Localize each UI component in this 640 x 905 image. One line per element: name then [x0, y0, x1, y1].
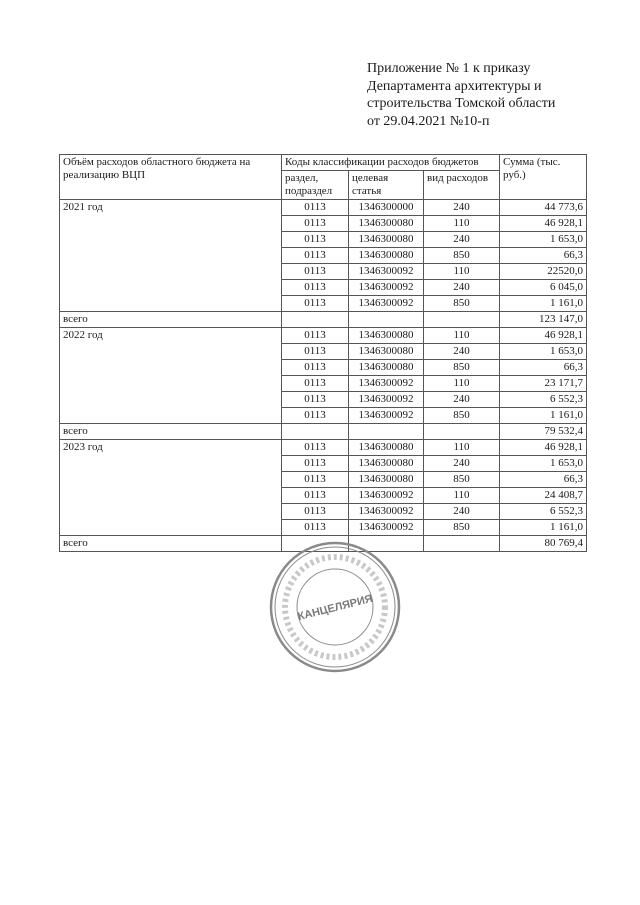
cell-section: 0113 [282, 376, 349, 392]
cell-target: 1346300080 [349, 440, 424, 456]
cell-section: 0113 [282, 392, 349, 408]
cell-sum: 23 171,7 [500, 376, 587, 392]
cell-type: 850 [424, 360, 500, 376]
year-label: 2022 год [60, 328, 282, 424]
cell-sum: 1 653,0 [500, 456, 587, 472]
cell-sum: 66,3 [500, 472, 587, 488]
cell-sum: 22520,0 [500, 264, 587, 280]
cell-target: 1346300092 [349, 280, 424, 296]
cell-sum: 6 552,3 [500, 392, 587, 408]
cell-sum: 6 552,3 [500, 504, 587, 520]
cell-target: 1346300092 [349, 296, 424, 312]
cell-section: 0113 [282, 456, 349, 472]
empty-cell [424, 312, 500, 328]
cell-section: 0113 [282, 408, 349, 424]
cell-sum: 24 408,7 [500, 488, 587, 504]
cell-section: 0113 [282, 504, 349, 520]
total-sum: 123 147,0 [500, 312, 587, 328]
cell-section: 0113 [282, 440, 349, 456]
cell-target: 1346300000 [349, 200, 424, 216]
empty-cell [424, 536, 500, 552]
cell-type: 110 [424, 264, 500, 280]
cell-section: 0113 [282, 264, 349, 280]
empty-cell [349, 312, 424, 328]
cell-sum: 1 653,0 [500, 344, 587, 360]
cell-type: 850 [424, 248, 500, 264]
cell-type: 110 [424, 488, 500, 504]
header-codes: Коды классификации расходов бюджетов [282, 155, 500, 171]
cell-target: 1346300080 [349, 232, 424, 248]
cell-target: 1346300092 [349, 264, 424, 280]
cell-type: 240 [424, 280, 500, 296]
cell-sum: 46 928,1 [500, 216, 587, 232]
header-line: от 29.04.2021 №10-п [367, 113, 490, 129]
empty-cell [282, 424, 349, 440]
cell-type: 110 [424, 216, 500, 232]
cell-section: 0113 [282, 200, 349, 216]
cell-sum: 46 928,1 [500, 440, 587, 456]
cell-section: 0113 [282, 472, 349, 488]
year-label: 2023 год [60, 440, 282, 536]
cell-section: 0113 [282, 232, 349, 248]
cell-section: 0113 [282, 328, 349, 344]
header-line: Департамента архитектуры и [367, 78, 542, 94]
cell-section: 0113 [282, 360, 349, 376]
header-line: строительства Томской области [367, 96, 556, 111]
table-row [60, 328, 587, 344]
table-row [60, 440, 587, 456]
seal-center-text: КАНЦЕЛЯРИЯ [296, 592, 374, 624]
cell-type: 240 [424, 392, 500, 408]
cell-target: 1346300080 [349, 456, 424, 472]
cell-target: 1346300092 [349, 376, 424, 392]
cell-target: 1346300092 [349, 408, 424, 424]
cell-section: 0113 [282, 248, 349, 264]
total-label: всего [60, 312, 282, 328]
total-sum: 79 532,4 [500, 424, 587, 440]
empty-cell [424, 424, 500, 440]
header-section: раздел, подраздел [282, 171, 349, 200]
cell-type: 850 [424, 472, 500, 488]
total-sum: 80 769,4 [500, 536, 587, 552]
cell-target: 1346300080 [349, 216, 424, 232]
cell-section: 0113 [282, 520, 349, 536]
cell-section: 0113 [282, 280, 349, 296]
cell-sum: 1 161,0 [500, 520, 587, 536]
cell-sum: 6 045,0 [500, 280, 587, 296]
cell-type: 240 [424, 344, 500, 360]
cell-sum: 44 773,6 [500, 200, 587, 216]
cell-target: 1346300092 [349, 520, 424, 536]
empty-cell [282, 312, 349, 328]
total-row [60, 424, 587, 440]
document-header [367, 60, 627, 130]
table-header-row [60, 155, 587, 171]
cell-sum: 1 161,0 [500, 296, 587, 312]
total-label: всего [60, 536, 282, 552]
cell-target: 1346300092 [349, 504, 424, 520]
cell-target: 1346300080 [349, 360, 424, 376]
cell-section: 0113 [282, 344, 349, 360]
header-sum: Сумма (тыс. руб.) [500, 155, 587, 200]
total-label: всего [60, 424, 282, 440]
cell-type: 110 [424, 376, 500, 392]
cell-target: 1346300092 [349, 392, 424, 408]
cell-sum: 46 928,1 [500, 328, 587, 344]
cell-type: 240 [424, 456, 500, 472]
cell-section: 0113 [282, 216, 349, 232]
cell-sum: 1 653,0 [500, 232, 587, 248]
cell-target: 1346300080 [349, 328, 424, 344]
header-line: Приложение № 1 к приказу [367, 61, 531, 76]
seal-stamp [268, 540, 402, 674]
cell-section: 0113 [282, 296, 349, 312]
cell-target: 1346300080 [349, 344, 424, 360]
cell-type: 110 [424, 440, 500, 456]
total-row [60, 312, 587, 328]
cell-target: 1346300092 [349, 488, 424, 504]
cell-sum: 1 161,0 [500, 408, 587, 424]
budget-table [59, 154, 587, 552]
cell-type: 110 [424, 328, 500, 344]
cell-target: 1346300080 [349, 472, 424, 488]
cell-type: 850 [424, 408, 500, 424]
table-row [60, 200, 587, 216]
header-target: целевая статья [349, 171, 424, 200]
cell-type: 850 [424, 296, 500, 312]
cell-type: 240 [424, 200, 500, 216]
header-type: вид расходов [424, 171, 500, 200]
year-label: 2021 год [60, 200, 282, 312]
empty-cell [349, 424, 424, 440]
header-volume: Объём расходов областного бюджета на реализацию ВЦП [60, 155, 282, 200]
cell-sum: 66,3 [500, 360, 587, 376]
cell-sum: 66,3 [500, 248, 587, 264]
cell-type: 240 [424, 232, 500, 248]
cell-target: 1346300080 [349, 248, 424, 264]
cell-section: 0113 [282, 488, 349, 504]
cell-type: 240 [424, 504, 500, 520]
cell-type: 850 [424, 520, 500, 536]
